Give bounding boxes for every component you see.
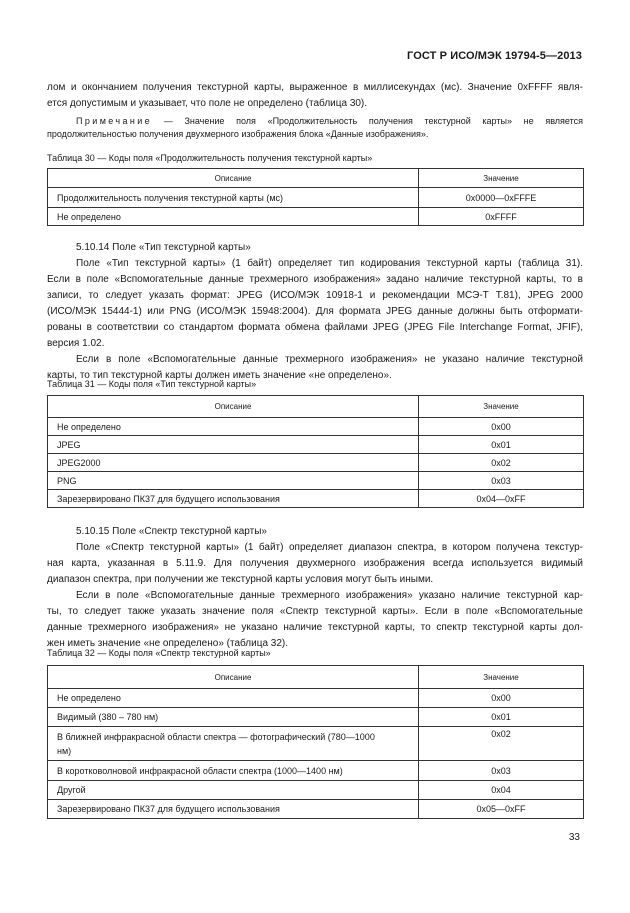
table-row <box>48 454 584 472</box>
row-value: 0x05—0xFF <box>419 800 584 819</box>
table-row <box>48 208 584 226</box>
column-header: Описание <box>48 396 419 418</box>
table-header-row <box>48 396 584 418</box>
paragraph-line: данные трехмерного изображения» не указано наличие текстурной карты, то спектр текстурной карты дол- <box>47 622 583 633</box>
table-caption: Таблица 31 — Коды поля «Тип текстурной карты» <box>47 379 257 389</box>
paragraph-line: рованы в соответствии со стандартом формата обмена файлами JPEG (JPEG File Interchange Format, JFIF), <box>47 322 583 333</box>
table-row <box>48 800 584 819</box>
row-value: 0x01 <box>419 708 584 727</box>
row-description: Не определено <box>48 208 419 226</box>
paragraph-line: диапазон спектра, при получении же текстурной карты условия могут быть иными. <box>47 574 434 585</box>
row-value: 0x0000—0xFFFE <box>419 188 584 208</box>
row-description: JPEG <box>48 436 419 454</box>
table-header-row <box>48 666 584 689</box>
paragraph-line: карты, то тип текстурной карты должен иметь значение «не определено». <box>47 370 392 381</box>
column-header: Значение <box>419 169 584 188</box>
paragraph-line: записи, то следует указать формат: JPEG (ИСО/МЭК 10918-1 и рекомендации МСЭ-Т Т.81), JPEG 2000 <box>47 290 583 301</box>
note-line: продолжительностью получения двухмерного изображения блока «Данные изображения». <box>47 129 429 139</box>
table-row <box>48 436 584 454</box>
paragraph-line: ется допустимым и указывает, что поле не определено (таблица 30). <box>47 98 368 109</box>
row-value: 0x03 <box>419 761 584 781</box>
table-row <box>48 472 584 490</box>
table-30 <box>47 168 584 226</box>
row-value: 0x00 <box>419 689 584 708</box>
row-description: Видимый (380 – 780 нм) <box>48 708 419 727</box>
table-row <box>48 781 584 800</box>
row-value: 0x04 <box>419 781 584 800</box>
paragraph-line: Поле «Спектр текстурной карты» (1 байт) определяет диапазон спектра, в котором получена текстур- <box>76 542 583 553</box>
table-row <box>48 727 584 761</box>
note-line <box>76 114 583 128</box>
section-heading: 5.10.14 Поле «Тип текстурной карты» <box>76 242 251 253</box>
table-header-row <box>48 169 584 188</box>
table-row <box>48 761 584 781</box>
column-header: Значение <box>419 666 584 689</box>
note-label: Примечание <box>76 116 153 126</box>
table-31 <box>47 395 584 508</box>
row-description: В коротковолновой инфракрасной области спектра (1000—1400 нм) <box>48 761 419 781</box>
table-row <box>48 418 584 436</box>
row-value: 0x02 <box>419 727 584 761</box>
paragraph-line: ная карта, указанная в 5.11.9. Для получения двухмерного изображения всегда используется видимый <box>47 558 583 569</box>
paragraph-line: Если в поле «Вспомогательные данные трехмерного изображения» задано наличие текстурной карты, то в <box>47 274 583 285</box>
row-value: 0x02 <box>419 454 584 472</box>
column-header: Значение <box>419 396 584 418</box>
row-description: Не определено <box>48 418 419 436</box>
row-description: Другой <box>48 781 419 800</box>
row-value: 0x03 <box>419 472 584 490</box>
table-caption: Таблица 30 — Коды поля «Продолжительность получения текстурной карты» <box>47 153 373 163</box>
page-number: 33 <box>568 832 580 843</box>
row-description: Зарезервировано ПК37 для будущего использования <box>48 800 419 819</box>
row-description: PNG <box>48 472 419 490</box>
row-value: 0x00 <box>419 418 584 436</box>
row-description: В ближней инфракрасной области спектра — фотографический (780—1000 нм) <box>48 727 419 761</box>
paragraph-line: Поле «Тип текстурной карты» (1 байт) определяет тип кодирования текстурной карты (таблица 31). <box>76 258 583 269</box>
table-32 <box>47 665 584 819</box>
row-value: 0x01 <box>419 436 584 454</box>
paragraph-line: лом и окончанием получения текстурной карты, выраженное в миллисекундах (мс). Значение 0xFFFF явля- <box>47 82 583 93</box>
row-description: Зарезервировано ПК37 для будущего использования <box>48 490 419 508</box>
row-description: JPEG2000 <box>48 454 419 472</box>
paragraph-line: версия 1.02. <box>47 338 105 349</box>
table-row <box>48 708 584 727</box>
paragraph-line: жен иметь значение «не определено» (таблица 32). <box>47 638 289 649</box>
table-row <box>48 490 584 508</box>
row-description: Не определено <box>48 689 419 708</box>
paragraph-line: (ИСО/МЭК 15444-1) или PNG (ИСО/МЭК 15948:2004). Для формата JPEG данные должны быть отформати- <box>47 306 583 317</box>
table-row <box>48 188 584 208</box>
section-heading: 5.10.15 Поле «Спектр текстурной карты» <box>76 526 267 537</box>
document-header: ГОСТ Р ИСО/МЭК 19794-5—2013 <box>407 50 582 62</box>
row-description: Продолжительность получения текстурной карты (мс) <box>48 188 419 208</box>
column-header: Описание <box>48 666 419 689</box>
row-value: 0x04—0xFF <box>419 490 584 508</box>
paragraph-line: ты, то следует также указать значение поля «Спектр текстурной карты». Если в поле «Вспомогательные <box>47 606 583 617</box>
note-text: — Значение поля «Продолжительность получения текстурной карты» не является <box>152 116 583 126</box>
column-header: Описание <box>48 169 419 188</box>
table-row <box>48 689 584 708</box>
paragraph-line: Если в поле «Вспомогательные данные трехмерного изображения» указано наличие текстурной кар- <box>76 590 583 601</box>
row-value: 0xFFFF <box>419 208 584 226</box>
paragraph-line: Если в поле «Вспомогательные данные трехмерного изображения» не указано наличие текстурной <box>76 354 583 365</box>
table-caption: Таблица 32 — Коды поля «Спектр текстурной карты» <box>47 648 271 658</box>
